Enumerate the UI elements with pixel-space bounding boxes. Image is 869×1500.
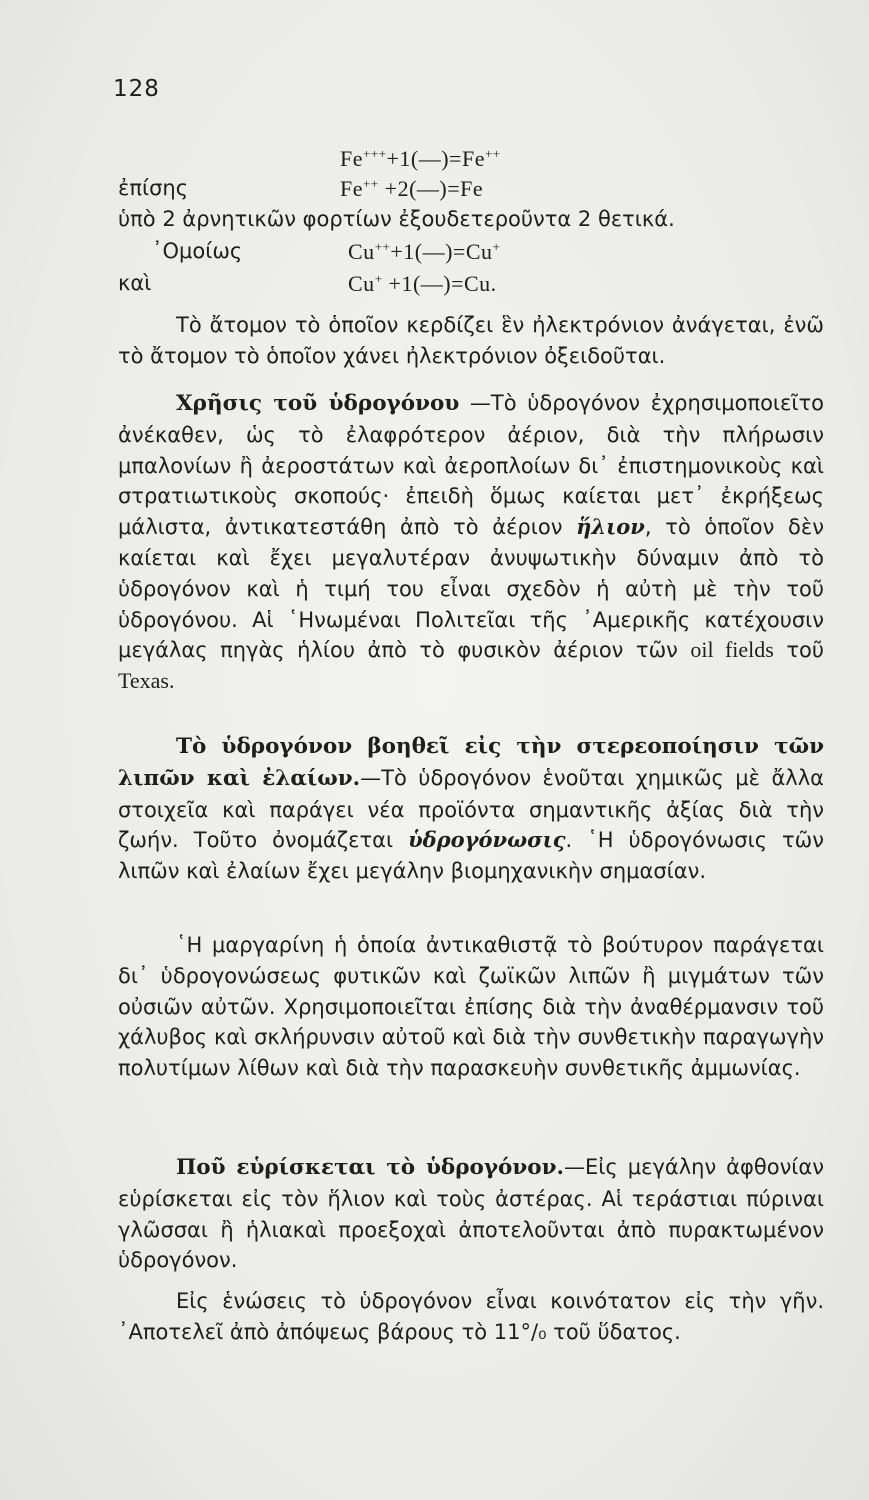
section-heading-uses: Χρῆσις τοῦ ὑδρογόνου [176, 391, 460, 416]
equation-1 [118, 146, 824, 176]
equation-note: ὑπὸ 2 ἀρνητικῶν φορτίων ἐξουδετεροῦντα 2 θετικά. [118, 207, 675, 231]
equation-label: ἐπίσης [118, 176, 189, 200]
equation-formula: Fe++++1(—)=Fe++ [340, 146, 501, 171]
paragraph-oxidation: Τὸ ἄτομον τὸ ὁποῖον κερδίζει ἓν ἠλεκτρόνιον ἀνάγεται, ἐνῶ τὸ ἄτομον τὸ ὁποῖον χάνει ἠλεκτρόνιον ὀξειδοῦται. [118, 313, 824, 368]
equation-formula: Cu+ +1(—)=Cu. [348, 271, 497, 296]
equation-label: καὶ [118, 271, 152, 295]
paragraph-margarine: ῾Η μαργαρίνη ἡ ὁποία ἀντικαθιστᾷ τὸ βούτυρον παράγεται δι᾿ ὑδρογονώσεως φυτικῶν καὶ ζωϊκῶν λιπῶν ἢ μιγμάτων τῶν οὐσιῶν αὐτῶν. Χρησιμοποιεῖται ἐπίσης διὰ τὴν ἀναθέρμανσιν τοῦ χάλυβος καὶ σκλήρυνσιν αὐτοῦ καὶ διὰ τὴν συνθετικὴν παραγωγὴν πολυτίμων λίθων καὶ διὰ τὴν παρασκευὴν συνθετικῆς ἀμμωνίας. [118, 933, 824, 1081]
page-number: 128 [113, 76, 160, 102]
equation-label: ᾿Ομοίως [152, 239, 243, 263]
equation-3 [118, 239, 824, 269]
paragraph-hydrogenation: Τὸ ὑδρογόνον βοηθεῖ εἰς τὴν στερεοποίησιν τῶν λιπῶν καὶ ἐλαίων.—Τὸ ὑδρογόνον ἑνοῦται χημικῶς μὲ ἄλλα στοιχεῖα καὶ παράγει νέα προϊόντα σημαντικῆς ἀξίας διὰ τὴν ζωήν. Τοῦτο ὀνομάζεται ὑδρογόνωσις. ῾Η ὑδρογόνωσις τῶν λιπῶν καὶ ἐλαίων ἔχει μεγάλην βιομηχανικὴν σημασίαν. [118, 734, 825, 884]
equation-formula: Fe++ +2(—)=Fe [340, 176, 484, 201]
equation-4 [118, 271, 824, 301]
paragraph-uses: Χρῆσις τοῦ ὑδρογόνου —Τὸ ὑδρογόνον ἐχρησιμοποιεῖτο ἀνέκαθεν, ὡς τὸ ἐλαφρότερον ἀέριον, διὰ τὴν πλήρωσιν μπαλονίων ἢ ἀεροστάτων καὶ ἀεροπλοίων δι᾿ ἐπιστημονικοὺς καὶ στρατιωτικοὺς σκοπούς· ἐπειδὴ ὅμως καίεται μετ᾿ ἐκρήξεως μάλιστα, ἀντικατεστάθη ἀπὸ τὸ ἀέριον ἥλιον, τὸ ὁποῖον δὲν καίεται καὶ ἔχει μεγαλυτέραν ἀνυψωτικὴν δύναμιν ἀπὸ τὸ ὑδρογόνον καὶ ἡ τιμή του εἶναι σχεδὸν ἡ αὐτὴ μὲ τὴν τοῦ ὑδρογόνου. Αἱ ῾Ηνωμέναι Πολιτεῖαι τῆς ᾿Αμερικῆς κατέχουσιν μεγάλας πηγὰς ἡλίου ἀπὸ τὸ φυσικὸν ἀέριον τῶν oil fields τοῦ Texas. [118, 391, 824, 694]
section-heading-hydrogenation: Τὸ ὑδρογόνον βοηθεῖ εἰς τὴν στερεοποίησιν τῶν λιπῶν καὶ ἐλαίων. [118, 734, 824, 791]
equation-2 [118, 176, 824, 206]
equation-formula: Cu+++1(—)=Cu+ [348, 239, 501, 264]
paragraph-occurrence: Ποῦ εὑρίσκεται τὸ ὑδρογόνον.—Εἰς μεγάλην ἀφθονίαν εὑρίσκεται εἰς τὸν ἥλιον καὶ τοὺς ἀστέρας. Αἱ τεράστιαι πύριναι γλῶσσαι ἢ ἡλιακαὶ προεξοχαὶ ἀποτελοῦνται ἀπὸ πυρακτωμένον ὑδρογόνον. [118, 1155, 824, 1273]
section-heading-occurrence: Ποῦ εὑρίσκεται τὸ ὑδρογόνον. [176, 1155, 565, 1180]
paragraph-compounds: Εἰς ἑνώσεις τὸ ὑδρογόνον εἶναι κοινότατον εἰς τὴν γῆν. ᾿Αποτελεῖ ἀπὸ ἀπόψεως βάρους τὸ 11°/₀ τοῦ ὕδατος. [118, 1289, 824, 1344]
